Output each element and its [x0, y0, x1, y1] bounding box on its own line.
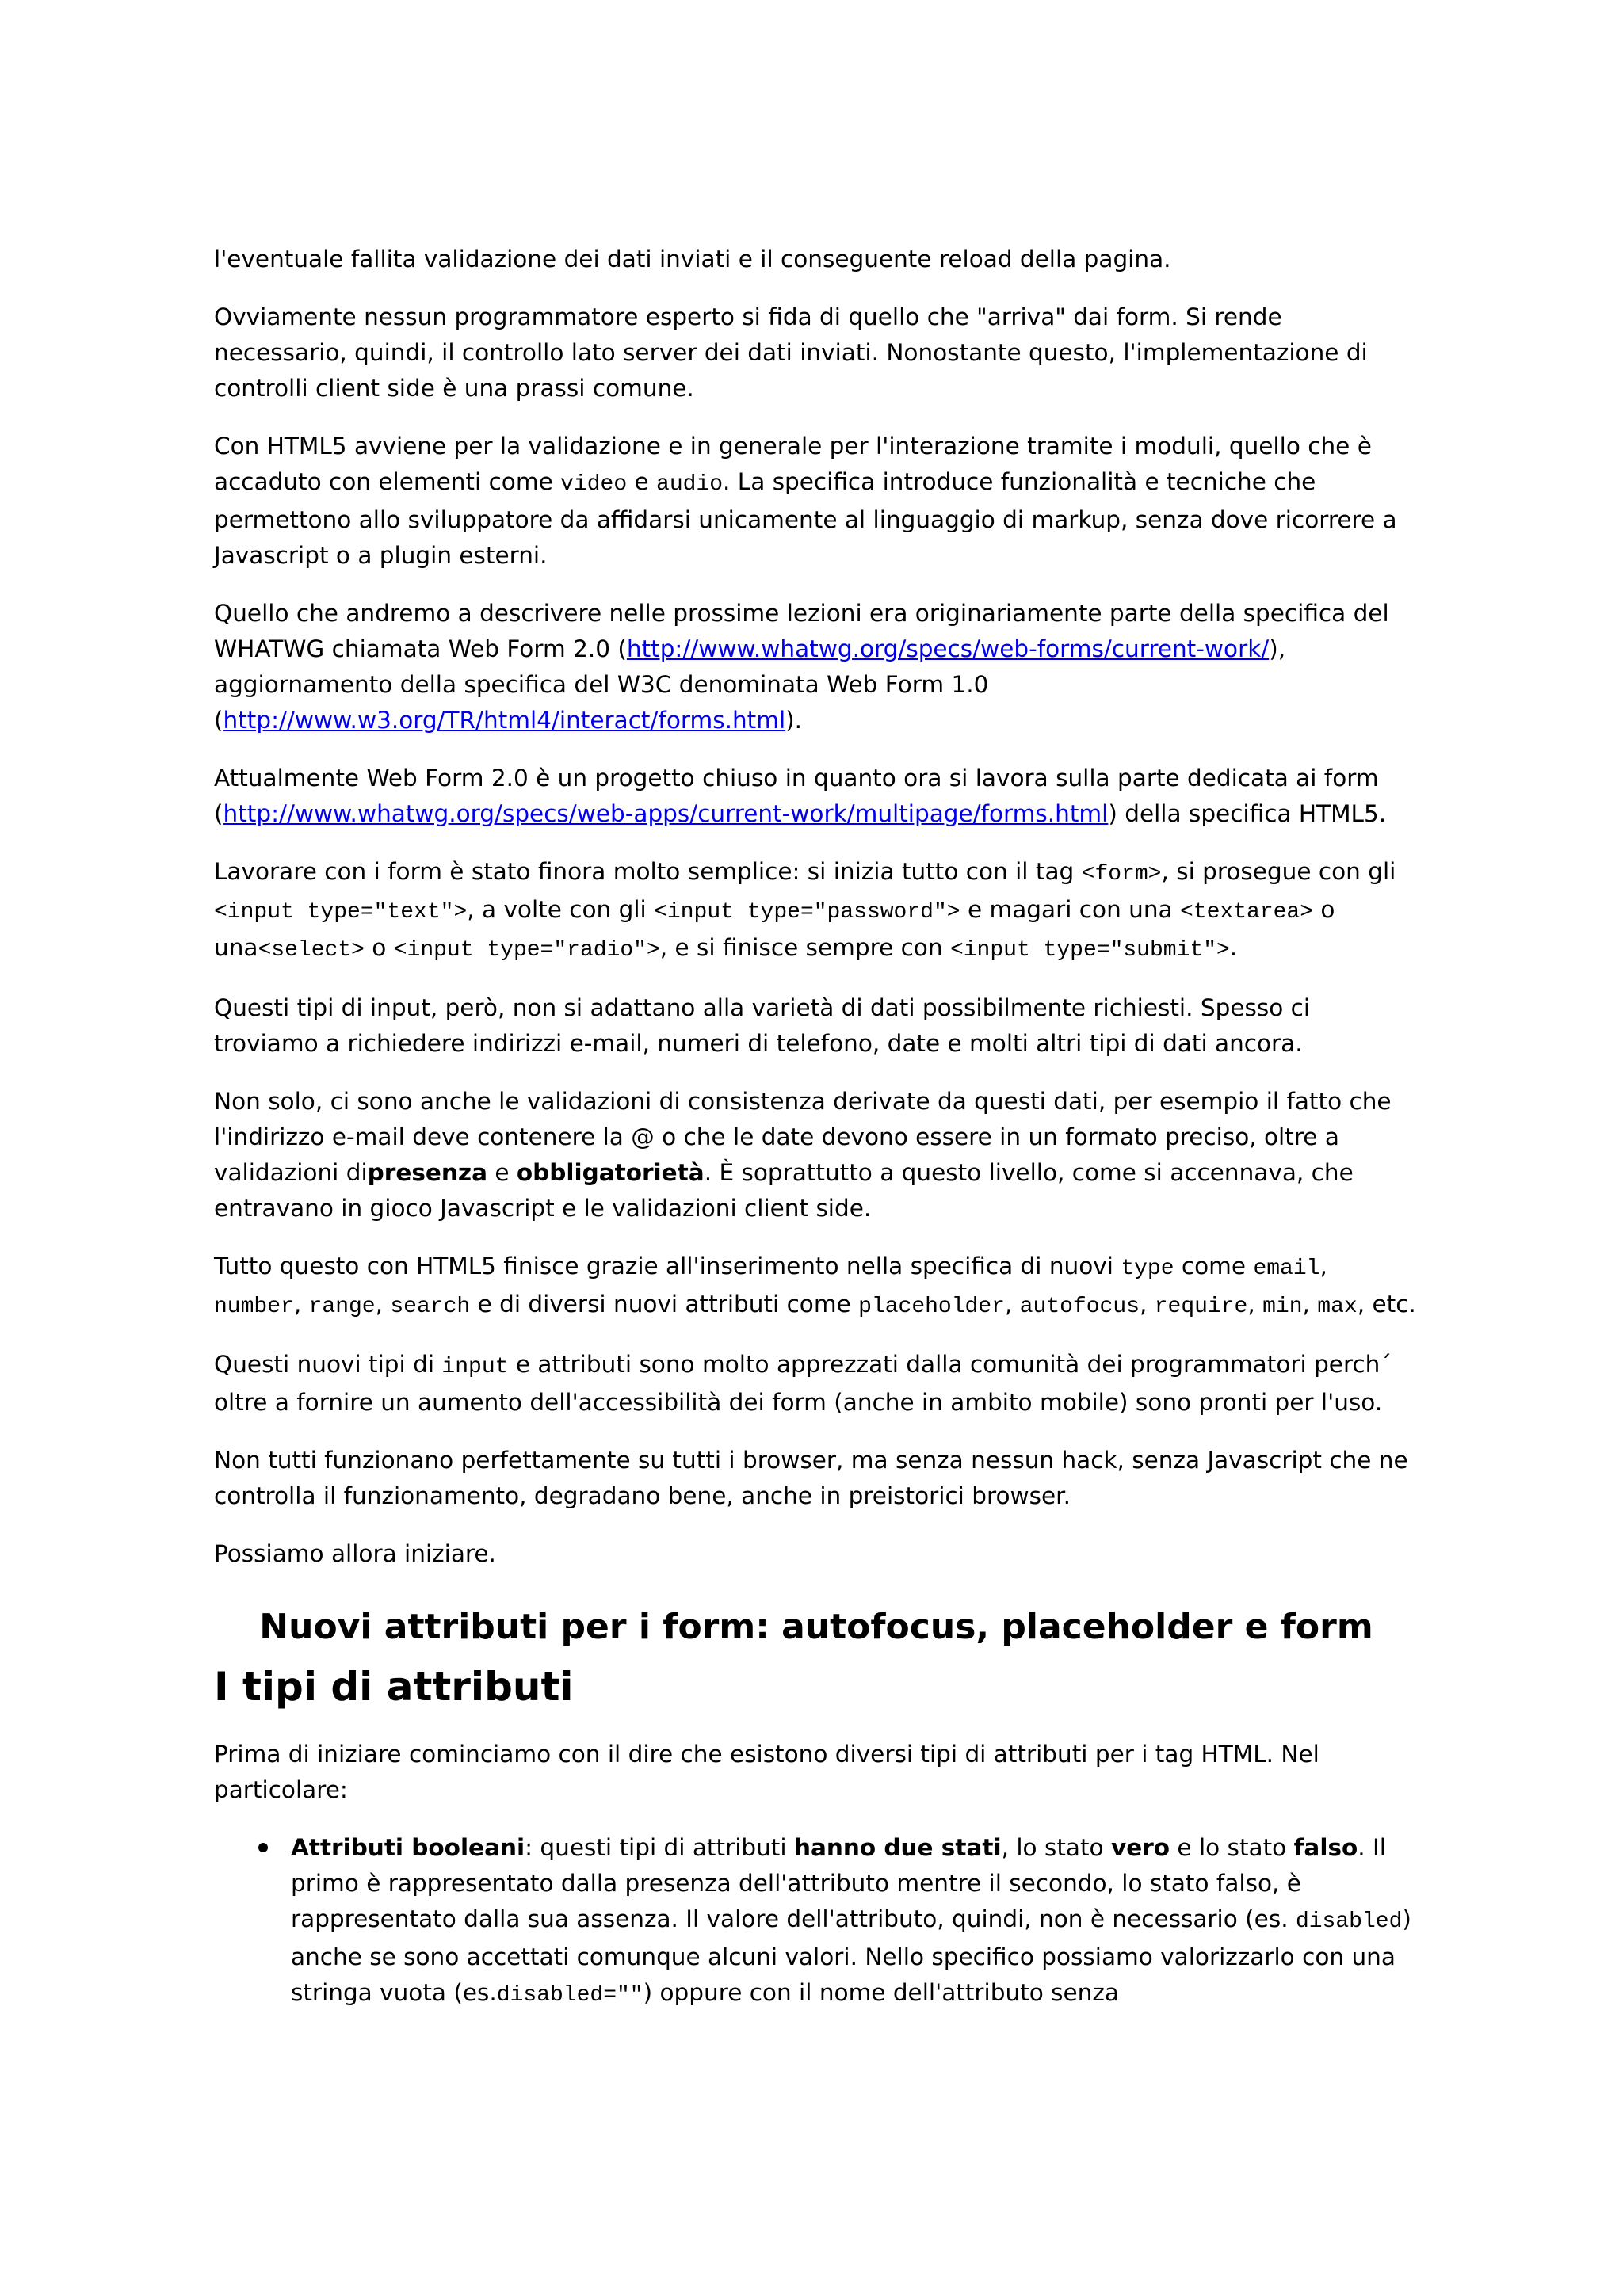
code-input-submit: <input type="submit">: [949, 938, 1230, 963]
link-whatwg-web-forms[interactable]: http://www.whatwg.org/specs/web-forms/current-work/: [626, 635, 1270, 662]
page-title: I tipi di attributi: [214, 1664, 574, 1710]
code-audio: audio: [656, 472, 724, 497]
code-select: <select>: [258, 938, 365, 963]
code-range: range: [308, 1295, 376, 1319]
paragraph-13: Prima di iniziare cominciamo con il dire che esistono diversi tipi di attributi per i tag HTML. Nel particolare:: [214, 1741, 1319, 1803]
paragraph-2: Ovviamente nessun programmatore esperto si fida di quello che "arriva" dai form. Si rende necessario, quindi, il controllo lato server dei dati inviati. Nonostante questo, l'implementazione di controlli client side è una prassi comune.: [214, 303, 1368, 402]
code-number: number: [214, 1295, 294, 1319]
paragraph-9: Tutto questo con HTML5 finisce grazie all'inserimento nella specifica di nuovi type come email, number, range, search e di diversi nuovi attributi come placeholder, autofocus, require, min, max, etc.: [214, 1253, 1416, 1319]
paragraph-7: Questi tipi di input, però, non si adattano alla varietà di dati possibilmente richiesti. Spesso ci troviamo a richiedere indirizzi e-mail, numeri di telefono, date e molti altri tipi di dati ancora.: [214, 994, 1311, 1057]
paragraph-6: Lavorare con i form è stato finora molto semplice: si inizia tutto con il tag <form>, si prosegue con gli <input type="text">, a volte con gli <input type="password"> e magari con una <textarea> o una<select> o <input type="radio">, e si finisce sempre con <input type="submit">.: [214, 858, 1396, 963]
paragraph-4: Quello che andremo a descrivere nelle prossime lezioni era originariamente parte della specifica del WHATWG chiamata Web Form 2.0 (http://www.whatwg.org/specs/web-forms/current-work/), aggiornamento della specifica del W3C denominata Web Form 1.0 (http://www.w3.org/TR/html4/interact/forms.html).: [214, 600, 1389, 734]
code-input: input: [441, 1355, 509, 1379]
code-textarea: <textarea>: [1180, 900, 1314, 925]
code-video: video: [560, 472, 628, 497]
code-input-text: <input type="text">: [214, 900, 468, 925]
attribute-types-list: [214, 1830, 1419, 2013]
paragraph-10: Questi nuovi tipi di input e attributi sono molto apprezzati dalla comunità dei programmatori perch´ oltre a fornire un aumento dell'accessibilità dei form (anche in ambito mobile) sono pronti per l'uso.: [214, 1351, 1392, 1416]
paragraph-8: Non solo, ci sono anche le validazioni di consistenza derivate da questi dati, per esempio il fatto che l'indirizzo e-mail deve contenere la @ o che le date devono essere in un formato preciso, oltre a validazioni dipresenza e obbligatorietà. È soprattutto a questo livello, come si accennava, che entravano in gioco Javascript e le validazioni client side.: [214, 1088, 1392, 1222]
bold-obbligatorieta: obbligatorietà: [516, 1159, 705, 1186]
code-disabled: disabled: [1295, 1909, 1403, 1934]
code-input-password: <input type="password">: [654, 900, 960, 925]
paragraph-5: Attualmente Web Form 2.0 è un progetto chiuso in quanto ora si lavora sulla parte dedicata ai form (http://www.whatwg.org/specs/web-apps/current-work/multipage/forms.html) della specifica HTML5.: [214, 765, 1387, 827]
code-placeholder: placeholder: [858, 1295, 1005, 1319]
list-item: Attributi booleani: questi tipi di attributi hanno due stati, lo stato vero e lo stato falso. Il primo è rappresentato dalla presenza dell'attributo mentre il secondo, lo stato falso, è rappresentato dalla sua assenza. Il valore dell'attributo, quindi, non è necessario (es. disabled) anche se sono accettati comunque alcuni valori. Nello specifico possiamo valorizzarlo con una stringa vuota (es.disabled="") oppure con il nome dell'attributo senza: [291, 1830, 1419, 2013]
code-email: email: [1253, 1257, 1320, 1281]
bullet-icon: [258, 1843, 268, 1852]
code-type: type: [1121, 1257, 1174, 1281]
code-autofocus: autofocus: [1019, 1295, 1140, 1319]
code-min: min: [1262, 1295, 1303, 1319]
bold-presenza: presenza: [367, 1159, 487, 1186]
code-require: require: [1154, 1295, 1248, 1319]
section-heading: Nuovi attributi per i form: autofocus, placeholder e form: [259, 1607, 1373, 1647]
document-page: [214, 242, 1419, 2013]
code-form-tag: <form>: [1081, 862, 1162, 887]
link-w3c-forms[interactable]: http://www.w3.org/TR/html4/interact/forms.html: [223, 707, 786, 734]
code-input-radio: <input type="radio">: [393, 938, 660, 963]
paragraph-1: l'eventuale fallita validazione dei dati inviati e il conseguente reload della pagina.: [214, 246, 1171, 273]
paragraph-12: Possiamo allora iniziare.: [214, 1540, 496, 1567]
paragraph-11: Non tutti funzionano perfettamente su tutti i browser, ma senza nessun hack, senza Javascript che ne controlla il funzionamento, degradano bene, anche in preistorici browser.: [214, 1447, 1408, 1509]
code-disabled-empty: disabled="": [496, 1983, 643, 2008]
link-whatwg-forms-spec[interactable]: http://www.whatwg.org/specs/web-apps/current-work/multipage/forms.html: [223, 800, 1109, 827]
code-max: max: [1317, 1295, 1358, 1319]
code-search: search: [390, 1295, 471, 1319]
paragraph-3: Con HTML5 avviene per la validazione e in generale per l'interazione tramite i moduli, quello che è accaduto con elementi come video e audio. La specifica introduce funzionalità e tecniche che permettono allo sviluppatore da affidarsi unicamente al linguaggio di markup, senza dove ricorrere a Javascript o a plugin esterni.: [214, 433, 1397, 569]
